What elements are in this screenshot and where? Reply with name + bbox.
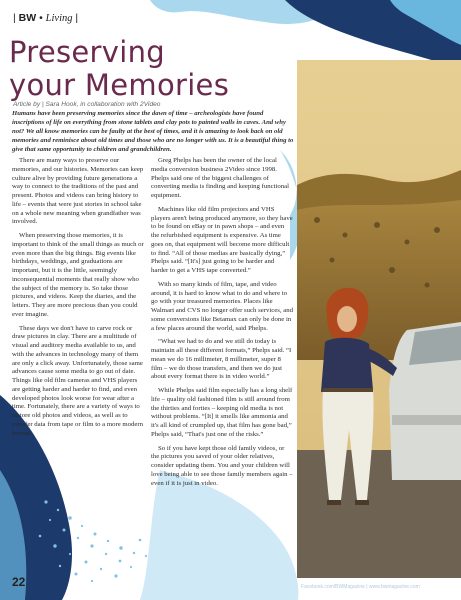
section-label: Living	[45, 13, 73, 24]
photo-shirt	[321, 338, 373, 392]
article-title	[9, 36, 309, 102]
section-header: | BW • Living |	[13, 12, 79, 24]
title-line-1: Preserving	[9, 35, 165, 69]
body-paragraph: “What we had to do and we still do today is maintain all these different formats,” Phelps said. “I mean we do 16 millimeter, 8 millimeter, super 8 film – we do those transfers, and then we do just about every format there is in video world.”	[151, 338, 292, 381]
photo-face	[337, 306, 357, 332]
body-paragraph: So if you have kept those old family videos, or the pictures you saved of your older relatives, consider updating them. You and your children will love being able to see those family members again – even if it is just in video.	[151, 444, 293, 487]
body-paragraph: There are many ways to preserve our memories, and our histories. Memories can keep culture alive by providing future generations a way to connect to the traditions of the past and present. Photos and videos can bring history to life – events that were just stories in school take on a whole new meaning when grandfather was involved.	[12, 157, 144, 226]
page-number: 22	[12, 575, 26, 589]
footer-links: Facebook.com/BWMagazine | www.bwmagazine.com	[301, 584, 420, 590]
body-paragraph: While Phelps said film especially has a long shelf life – quality old fashioned film is still around from the thirties and forties – keeping old media is not without problems. “[It] it smells like ammonia and it's all kind of crumpled up, that film has gone bad,” Phelps said, “That's just one of the risks.”	[151, 387, 293, 438]
column-right	[151, 157, 293, 493]
photo-car-bumper	[392, 415, 461, 425]
body-paragraph: When preserving those memories, it is important to think of the small things as much or even more than the big things. Big events like birthdays, weddings, and graduations are important, but it is the little, seemingly inconsequential moments that really show who the subject of the memory is. So take those pictures, and videos. Keep the diaries, and the letters. They are more precious than you could ever imagine.	[12, 232, 144, 318]
lede-paragraph: Humans have been preserving memories since the dawn of time – archeologists have found inscriptions of life on everything from stone tablets and clay pots to painted walls in caves. And why not? We all know memories can be faulty at the best of times, and it is amazing to look back on old memories and reminisce about old times and those who are no longer with us. It is a beautiful thing to give that same opportunity to children and grandchildren.	[12, 110, 294, 153]
photo-belt	[323, 388, 373, 392]
title-line-2: your Memories	[9, 68, 230, 102]
photo-shoe-left	[327, 500, 341, 505]
photo-car-window	[409, 326, 461, 365]
body-paragraph: With so many kinds of film, tape, and video around, it is hard to know what to do and where to go with your treasured memories. Places like Walmart and CVS no longer offer such services, and some conversions like Betamax can only be done in a few places around the world, said Phelps.	[151, 280, 293, 332]
vintage-photo	[297, 60, 461, 578]
column-left	[12, 157, 144, 443]
body-paragraph: These days we don't have to carve rock or draw pictures in clay. There are a multitude of visual and auditory media available to us, and with the advances in technology many of them are only a click away. Unfortunately, those same advances cause some media to go out of date. Things like old film cameras and VHS players are getting harder and harder to find, and even developed photos look worse for wear after a time. Fortunately, there are a variety of ways to restore old photos and videos, as well as to transfer data from tape or film to a more modern format.	[12, 324, 144, 437]
photo-shoe-right	[355, 500, 369, 505]
body-paragraph: Greg Phelps has been the owner of the local media conversion business 2Video since 1998. Phelps said one of the biggest challenges of converting media is finding and keeping functional equipment.	[151, 157, 289, 199]
body-paragraph: Machines like old film projectors and VHS players aren't being produced anymore, so they have to be found on eBay or in pawn shops – and even the refurbished equipment is expensive. As time goes on, that equipment will become more difficult to find. “All of those medias are basically dying,” Phelps said. “[It's] just going to be harder and harder to get a VHS tape converted.”	[151, 205, 293, 274]
byline: Article by | Sara Hook, in collaboration with 2Video	[13, 101, 161, 108]
brand-label: BW	[18, 12, 37, 24]
